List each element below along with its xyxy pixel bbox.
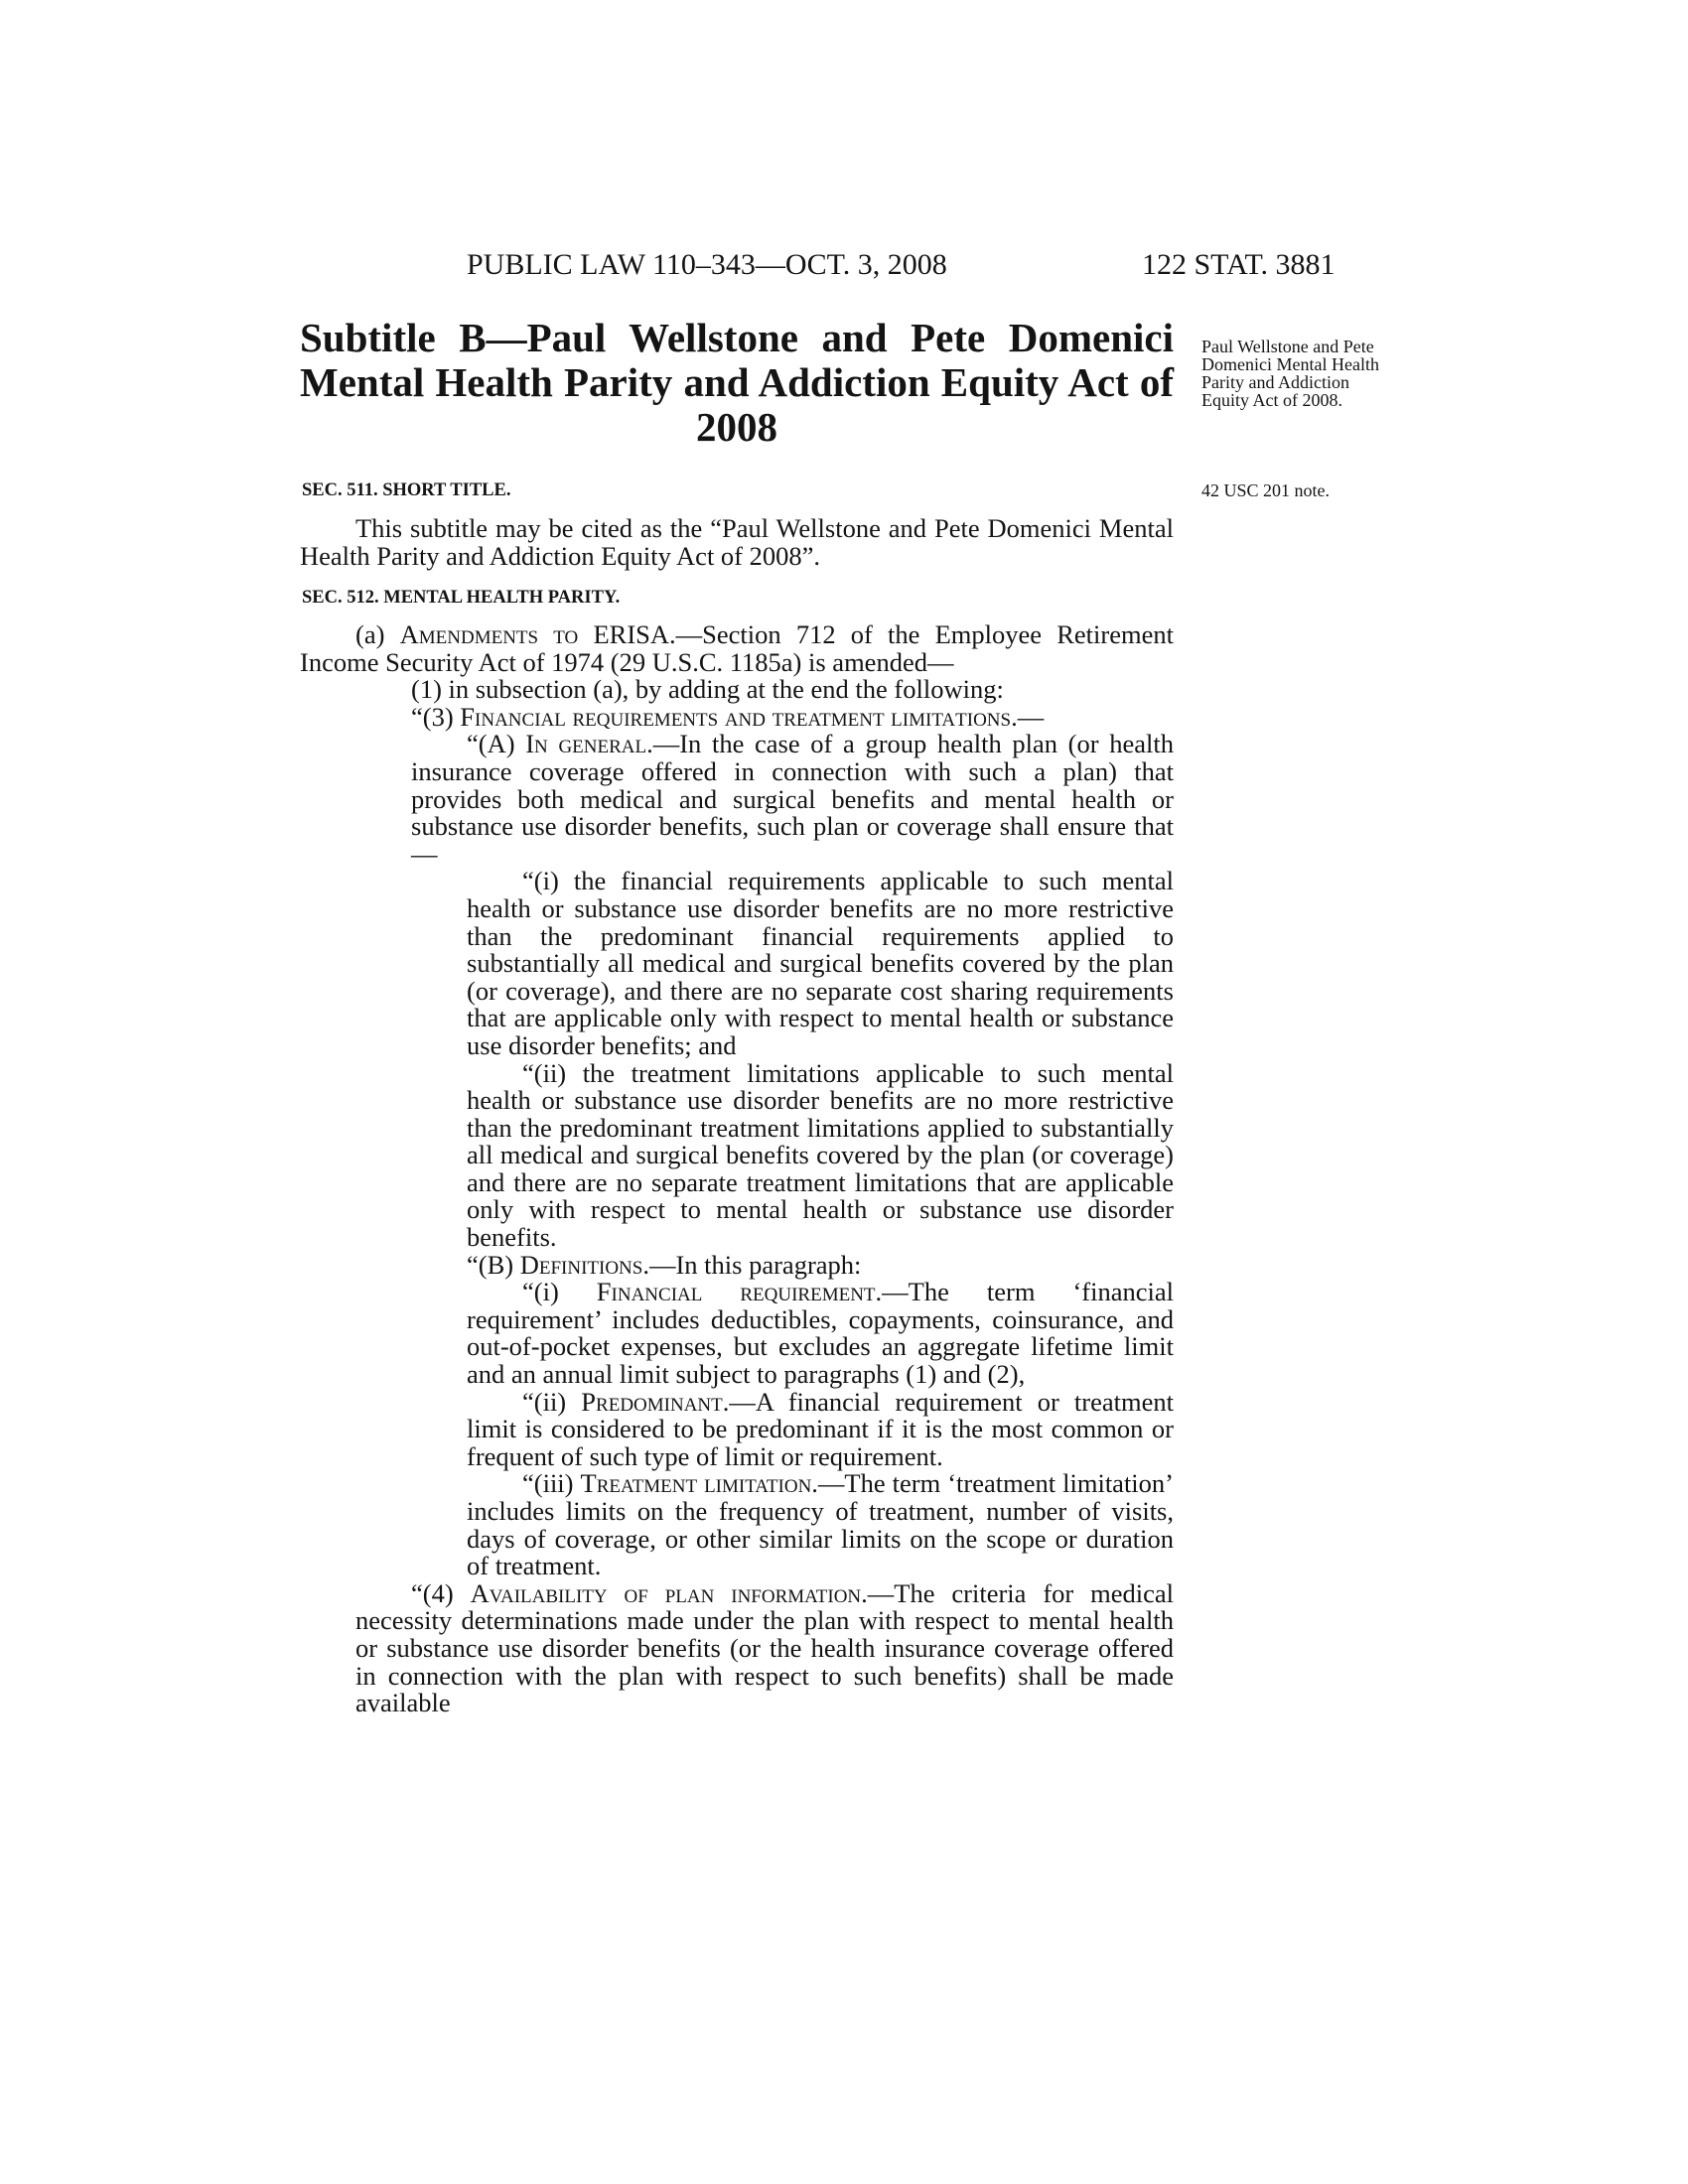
clause-a-ii: “(ii) the treatment limitations applicable to such mental health or substance use disorder benefits are no more restrictive than the predominant treatment limitations applied to substantially all medical and surgical benefits covered by the plan (or coverage) and there are no separate treatment limitations that are applicable only with respect to mental health or substance use disorder benefits.: [467, 1057, 1174, 1253]
subparagraph-a-caption: In general: [525, 729, 647, 759]
section-511-body: [300, 515, 1174, 570]
clause-b-i: [300, 1279, 1174, 1388]
subsection-a-text: ERISA.—Section 712 of the Employee Retirement Income Security Act of 1974 (29 U.S.C. 1185a) is amended—: [300, 619, 1174, 677]
subsection-a-caption: Amendments to: [399, 619, 579, 649]
paragraph-1: (1) in subsection (a), by adding at the end the following:: [411, 674, 1004, 705]
paragraph-3-caption: Financial requirements and treatment limitations: [460, 701, 1012, 732]
clause-b-ii-text: .—A financial requirement or treatment limit is considered to be predominant if it is the most common or frequent of such type of limit or requirement.: [467, 1386, 1174, 1471]
paragraph-4-label: “(4): [411, 1577, 471, 1608]
clause-b-ii-caption: Predominant: [581, 1386, 723, 1417]
subparagraph-a-label: “(A): [467, 729, 526, 759]
subsection-a-label: (a): [355, 619, 400, 649]
subsection-a: [300, 621, 1174, 676]
clause-b-i-caption: Financial requirement: [596, 1277, 876, 1307]
clause-b-i-label: “(i): [522, 1277, 597, 1307]
subparagraph-a-text: .—In the case of a group health plan (or health insurance coverage offered in connection with such a plan) that provides both medical and surgical benefits and mental health or substance use disorder benefits, such plan or coverage shall ensure that—: [411, 729, 1174, 869]
paragraph-4: [300, 1577, 1175, 1718]
paragraph-4-caption: Availability of plan information: [470, 1577, 862, 1608]
subparagraph-b: [300, 1249, 1174, 1280]
paragraph-4-text: .—The criteria for medical necessity determinations made under the plan with respect to mental health or substance use disorder benefits (or the health insurance coverage offered in connection with the plan with respect to such benefits) shall be made available: [355, 1577, 1175, 1718]
running-header-law: PUBLIC LAW 110–343—OCT. 3, 2008: [467, 248, 947, 281]
paragraph-3-label: “(3): [411, 701, 461, 732]
running-header-stat: 122 STAT. 3881: [1142, 248, 1336, 281]
subtitle-heading: Subtitle B—Paul Wellstone and Pete Domenici Mental Health Parity and Addiction Equity Act of 2008: [300, 315, 1174, 450]
clause-a-i: “(i) the financial requirements applicable to such mental health or substance use disorder benefits are no more restrictive than the predominant financial requirements applied to substantially all medical and surgical benefits covered by the plan (or coverage), and there are no separate cost sharing requirements that are applicable only with respect to mental health or substance use disorder benefits; and: [467, 866, 1174, 1060]
subparagraph-b-label: “(B): [467, 1249, 520, 1280]
subparagraph-a: [300, 731, 1174, 868]
clause-b-iii: [300, 1470, 1174, 1579]
clause-b-ii-label: “(ii): [522, 1386, 582, 1417]
subparagraph-b-text: .—In this paragraph:: [642, 1249, 862, 1280]
clause-b-iii-caption: Treatment limitation: [580, 1468, 812, 1499]
clause-b-i-text: .—The term ‘financial requirement’ includes deductibles, copayments, coinsurance, and out-of-pocket expenses, but excludes an aggregate lifetime limit and an annual limit subject to paragraphs (1) and (2),: [467, 1277, 1174, 1390]
clause-b-ii: [300, 1386, 1174, 1471]
margin-note-usc: 42 USC 201 note.: [1201, 480, 1331, 500]
margin-note-act-name: Paul Wellstone and Pete Domenici Mental Health Parity and Addiction Equity Act of 2008.: [1201, 337, 1379, 410]
clause-b-iii-label: “(iii): [522, 1468, 581, 1499]
clause-b-iii-text: .—The term ‘treatment limitation’ includes limits on the frequency of treatment, number of visits, days of coverage, or other similar limits on the scope or duration of treatment.: [467, 1468, 1174, 1581]
subparagraph-b-caption: Definitions: [519, 1249, 643, 1280]
section-512-body: [300, 621, 1174, 1717]
section-511-text: This subtitle may be cited as the “Paul Wellstone and Pete Domenici Mental Health Parity and Addiction Equity Act of 2008”.: [300, 513, 1174, 571]
section-511-heading: SEC. 511. SHORT TITLE.: [302, 480, 511, 500]
section-512-heading: SEC. 512. MENTAL HEALTH PARITY.: [302, 588, 621, 608]
paragraph-3-text: .—: [1011, 701, 1045, 732]
paragraph-3: [300, 701, 1174, 732]
